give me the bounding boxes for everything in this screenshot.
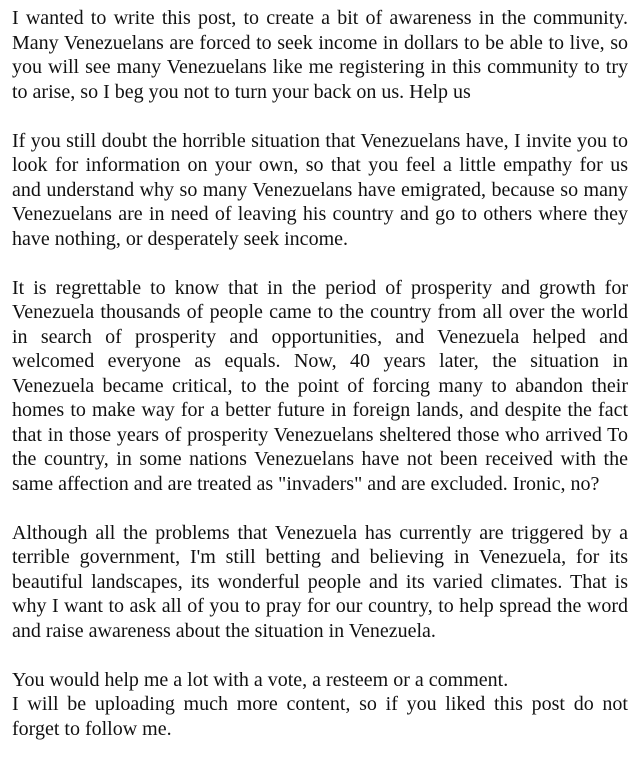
paragraph-closing [12, 668, 628, 742]
closing-line-follow: I will be uploading much more content, so if you liked this post do not forget to follow me. [12, 693, 628, 740]
paragraph-history: It is regrettable to know that in the period of prosperity and growth for Venezuela thousands of people came to the country from all over the world in search of prosperity and opportunities, and Venezuela helped and welcomed everyone as equals. Now, 40 years later, the situation in Venezuela became critical, to the point of forcing many to abandon their homes to make way for a better future in foreign lands, and despite the fact that in those years of prosperity Venezuelans sheltered those who arrived To the country, in some nations Venezuelans have not been received with the same affection and are treated as "invaders" and are excluded. Ironic, no? [12, 276, 628, 495]
closing-line-vote: You would help me a lot with a vote, a resteem or a comment. [12, 668, 509, 691]
paragraph-hope: Although all the problems that Venezuela has currently are triggered by a terrible government, I'm still betting and believing in Venezuela, for its beautiful landscapes, its wonderful people and its varied climates. That is why I want to ask all of you to pray for our country, to help spread the word and raise awareness about the situation in Venezuela. [12, 521, 628, 642]
paragraph-situation: If you still doubt the horrible situation that Venezuelans have, I invite you to look for information on your own, so that you feel a little empathy for us and understand why so many Venezuelans have emigrated, because so many Venezuelans are in need of leaving his country and go to others where they have nothing, or desperately seek income. [12, 129, 628, 250]
paragraph-awareness: I wanted to write this post, to create a bit of awareness in the community. Many Venezuelans are forced to seek income in dollars to be able to live, so you will see many Venezuelans like me registering in this community to try to arise, so I beg you not to turn your back on us. Help us [12, 7, 628, 103]
